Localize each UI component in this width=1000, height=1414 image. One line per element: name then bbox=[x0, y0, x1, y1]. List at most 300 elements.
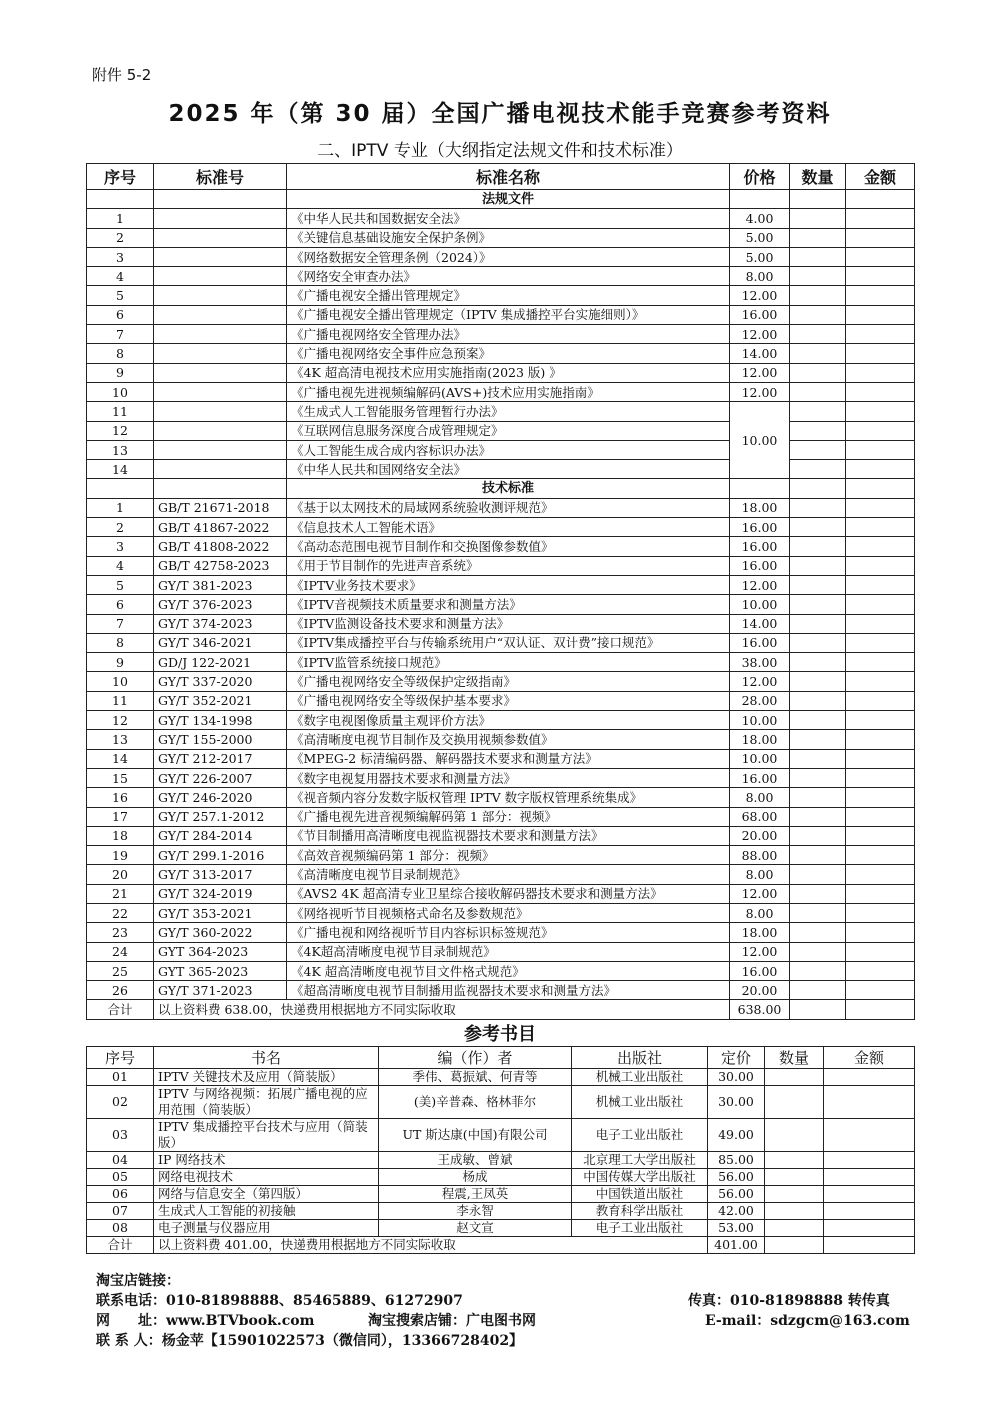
cell-quantity bbox=[790, 556, 846, 575]
cell-no: 10 bbox=[87, 382, 154, 401]
cell-code bbox=[154, 190, 287, 209]
cell-no: 5 bbox=[87, 286, 154, 305]
cell-price: 18.00 bbox=[730, 923, 790, 942]
cell-quantity bbox=[790, 730, 846, 749]
table-row bbox=[87, 942, 915, 961]
cell-amount bbox=[846, 537, 915, 556]
books-header-name: 书名 bbox=[154, 1047, 379, 1069]
cell-no: 12 bbox=[87, 421, 154, 440]
book-author: 程震,王凤英 bbox=[379, 1186, 572, 1203]
cell-amount bbox=[846, 305, 915, 324]
cell-price: 14.00 bbox=[730, 344, 790, 363]
header-amount: 金额 bbox=[846, 164, 915, 190]
cell-no: 9 bbox=[87, 363, 154, 382]
cell-code: GB/T 21671-2018 bbox=[154, 498, 287, 517]
book-amount bbox=[824, 1203, 915, 1220]
cell-amount bbox=[846, 479, 915, 498]
cell-name: 《广播电视先进音视频编解码第 1 部分：视频》 bbox=[287, 807, 730, 826]
cell-name: 《IPTV业务技术要求》 bbox=[287, 575, 730, 594]
cell-no: 11 bbox=[87, 691, 154, 710]
standards-table bbox=[86, 163, 915, 1020]
book-price: 49.00 bbox=[708, 1119, 765, 1152]
book-amount bbox=[824, 1186, 915, 1203]
cell-amount bbox=[846, 440, 915, 459]
cell-quantity bbox=[790, 768, 846, 787]
cell-no: 17 bbox=[87, 807, 154, 826]
book-quantity bbox=[765, 1069, 824, 1086]
cell-no: 13 bbox=[87, 440, 154, 459]
book-quantity bbox=[765, 1086, 824, 1119]
cell-code bbox=[154, 286, 287, 305]
books-total-row bbox=[87, 1237, 915, 1254]
cell-no bbox=[87, 479, 154, 498]
table-row bbox=[87, 363, 915, 382]
email-address[interactable]: E-mail：sdzgcm@163.com bbox=[705, 1313, 910, 1329]
cell-quantity bbox=[790, 981, 846, 1000]
cell-no: 13 bbox=[87, 730, 154, 749]
books-header-author: 编（作）者 bbox=[379, 1047, 572, 1069]
cell-price: 10.00 bbox=[730, 711, 790, 730]
table-row bbox=[87, 749, 915, 768]
cell-amount bbox=[846, 595, 915, 614]
table-row bbox=[87, 595, 915, 614]
cell-quantity bbox=[790, 633, 846, 652]
cell-quantity bbox=[790, 614, 846, 633]
book-amount bbox=[824, 1069, 915, 1086]
cell-price: 16.00 bbox=[730, 518, 790, 537]
cell-name: 《广播电视网络安全等级保护定级指南》 bbox=[287, 672, 730, 691]
cell-code: GY/T 352-2021 bbox=[154, 691, 287, 710]
cell-amount bbox=[846, 344, 915, 363]
cell-quantity bbox=[790, 209, 846, 228]
cell-no: 18 bbox=[87, 826, 154, 845]
book-row bbox=[87, 1086, 915, 1119]
cell-amount bbox=[846, 286, 915, 305]
table-header-row bbox=[87, 164, 915, 190]
cell-code: GY/T 324-2019 bbox=[154, 884, 287, 903]
cell-no bbox=[87, 190, 154, 209]
table-row bbox=[87, 421, 915, 440]
cell-quantity bbox=[790, 305, 846, 324]
section-row-standards bbox=[87, 479, 915, 498]
book-author: 季伟、葛振斌、何青等 bbox=[379, 1069, 572, 1086]
book-author: 李永智 bbox=[379, 1203, 572, 1220]
book-author: 杨成 bbox=[379, 1169, 572, 1186]
cell-price: 18.00 bbox=[730, 498, 790, 517]
section-title-standards: 技术标准 bbox=[287, 479, 730, 498]
cell-amount bbox=[846, 421, 915, 440]
book-publisher: 北京理工大学出版社 bbox=[572, 1152, 708, 1169]
table-row bbox=[87, 460, 915, 479]
table-row bbox=[87, 826, 915, 845]
cell-amount bbox=[846, 363, 915, 382]
cell-code bbox=[154, 402, 287, 421]
cell-code: GD/J 122-2021 bbox=[154, 653, 287, 672]
cell-name: 《广播电视安全播出管理规定（IPTV 集成播控平台实施细则）》 bbox=[287, 305, 730, 324]
cell-quantity bbox=[790, 595, 846, 614]
section-title-laws: 法规文件 bbox=[287, 190, 730, 209]
table-row bbox=[87, 846, 915, 865]
cell-price: 16.00 bbox=[730, 633, 790, 652]
table-row bbox=[87, 903, 915, 922]
cell-no: 11 bbox=[87, 402, 154, 421]
cell-name: 《高清晰度电视节目制作及交换用视频参数值》 bbox=[287, 730, 730, 749]
cell-quantity bbox=[790, 846, 846, 865]
book-row bbox=[87, 1169, 915, 1186]
cell-no: 2 bbox=[87, 228, 154, 247]
section-row-laws bbox=[87, 190, 915, 209]
cell-code bbox=[154, 479, 287, 498]
cell-code: GY/T 257.1-2012 bbox=[154, 807, 287, 826]
cell-quantity bbox=[790, 286, 846, 305]
header-name: 标准名称 bbox=[287, 164, 730, 190]
book-no: 02 bbox=[87, 1086, 154, 1119]
books-header-row bbox=[87, 1047, 915, 1069]
cell-amount bbox=[846, 903, 915, 922]
cell-name: 《IPTV集成播控平台与传输系统用户“双认证、双计费”接口规范》 bbox=[287, 633, 730, 652]
cell-price: 12.00 bbox=[730, 942, 790, 961]
cell-code: GY/T 371-2023 bbox=[154, 981, 287, 1000]
cell-amount bbox=[846, 325, 915, 344]
table-row bbox=[87, 672, 915, 691]
cell-name: 《中华人民共和国数据安全法》 bbox=[287, 209, 730, 228]
cell-quantity bbox=[790, 247, 846, 266]
cell-price: 28.00 bbox=[730, 691, 790, 710]
cell-price: 4.00 bbox=[730, 209, 790, 228]
table-row bbox=[87, 575, 915, 594]
book-row bbox=[87, 1203, 915, 1220]
cell-code: GB/T 41867-2022 bbox=[154, 518, 287, 537]
cell-price: 10.00 bbox=[730, 595, 790, 614]
cell-amount bbox=[846, 846, 915, 865]
book-amount bbox=[824, 1152, 915, 1169]
cell-quantity bbox=[790, 325, 846, 344]
cell-name: 《数字电视图像质量主观评价方法》 bbox=[287, 711, 730, 730]
cell-price: 12.00 bbox=[730, 575, 790, 594]
book-name: 生成式人工智能的初接触 bbox=[154, 1203, 379, 1220]
cell-name: 《基于以太网技术的局域网系统验收测评规范》 bbox=[287, 498, 730, 517]
book-quantity bbox=[765, 1119, 824, 1152]
books-total-label: 合计 bbox=[87, 1237, 154, 1254]
book-author: 赵文宣 bbox=[379, 1220, 572, 1237]
table-row bbox=[87, 267, 915, 286]
cell-no: 1 bbox=[87, 498, 154, 517]
cell-code: GY/T 346-2021 bbox=[154, 633, 287, 652]
book-price: 30.00 bbox=[708, 1086, 765, 1119]
total-label: 合计 bbox=[87, 1000, 154, 1019]
cell-amount bbox=[846, 382, 915, 401]
table-row bbox=[87, 537, 915, 556]
cell-quantity bbox=[790, 267, 846, 286]
cell-quantity bbox=[790, 382, 846, 401]
cell-price: 88.00 bbox=[730, 846, 790, 865]
page-subtitle: 二、IPTV 专业（大纲指定法规文件和技术标准） bbox=[317, 141, 683, 161]
cell-quantity bbox=[790, 749, 846, 768]
cell-quantity bbox=[790, 903, 846, 922]
book-publisher: 中国传媒大学出版社 bbox=[572, 1169, 708, 1186]
books-header-price: 定价 bbox=[708, 1047, 765, 1069]
cell-code bbox=[154, 440, 287, 459]
page-title: 2025 年（第 30 届）全国广播电视技术能手竞赛参考资料 bbox=[168, 101, 832, 127]
header-no: 序号 bbox=[87, 164, 154, 190]
cell-price: 16.00 bbox=[730, 537, 790, 556]
table-row bbox=[87, 209, 915, 228]
cell-price: 8.00 bbox=[730, 903, 790, 922]
cell-code: GYT 365-2023 bbox=[154, 961, 287, 980]
cell-price: 16.00 bbox=[730, 305, 790, 324]
total-value: 638.00 bbox=[730, 1000, 790, 1019]
book-amount bbox=[824, 1169, 915, 1186]
cell-code: GY/T 155-2000 bbox=[154, 730, 287, 749]
cell-code bbox=[154, 247, 287, 266]
cell-quantity bbox=[790, 1000, 846, 1019]
cell-amount bbox=[846, 1000, 915, 1019]
cell-quantity bbox=[790, 440, 846, 459]
book-price: 56.00 bbox=[708, 1169, 765, 1186]
cell-name: 《广播电视网络安全事件应急预案》 bbox=[287, 344, 730, 363]
cell-no: 7 bbox=[87, 325, 154, 344]
cell-name: 《广播电视安全播出管理规定》 bbox=[287, 286, 730, 305]
total-note: 以上资料费 638.00，快递费用根据地方不同实际收取 bbox=[154, 1000, 730, 1019]
cell-price: 12.00 bbox=[730, 382, 790, 401]
table-row bbox=[87, 807, 915, 826]
cell-price: 8.00 bbox=[730, 865, 790, 884]
book-name: IPTV 与网络视频：拓展广播电视的应用范围（简装版） bbox=[154, 1086, 379, 1119]
cell-code bbox=[154, 363, 287, 382]
cell-code: GB/T 41808-2022 bbox=[154, 537, 287, 556]
book-amount bbox=[824, 1237, 915, 1254]
cell-price: 8.00 bbox=[730, 788, 790, 807]
book-author: 王成敏、曾斌 bbox=[379, 1152, 572, 1169]
book-row bbox=[87, 1069, 915, 1086]
cell-no: 5 bbox=[87, 575, 154, 594]
cell-code: GYT 364-2023 bbox=[154, 942, 287, 961]
cell-code bbox=[154, 382, 287, 401]
cell-price: 5.00 bbox=[730, 247, 790, 266]
cell-code: GY/T 353-2021 bbox=[154, 903, 287, 922]
book-no: 01 bbox=[87, 1069, 154, 1086]
cell-quantity bbox=[790, 884, 846, 903]
book-no: 07 bbox=[87, 1203, 154, 1220]
cell-amount bbox=[846, 460, 915, 479]
table-row bbox=[87, 865, 915, 884]
cell-amount bbox=[846, 518, 915, 537]
cell-quantity bbox=[790, 923, 846, 942]
cell-name: 《IPTV监管系统接口规范》 bbox=[287, 653, 730, 672]
cell-code: GY/T 284-2014 bbox=[154, 826, 287, 845]
cell-no: 1 bbox=[87, 209, 154, 228]
cell-quantity bbox=[790, 479, 846, 498]
cell-no: 4 bbox=[87, 556, 154, 575]
book-author: UT 斯达康(中国)有限公司 bbox=[379, 1119, 572, 1152]
book-row bbox=[87, 1152, 915, 1169]
table-row bbox=[87, 344, 915, 363]
cell-amount bbox=[846, 826, 915, 845]
cell-code bbox=[154, 209, 287, 228]
cell-no: 6 bbox=[87, 595, 154, 614]
cell-name: 《互联网信息服务深度合成管理规定》 bbox=[287, 421, 730, 440]
cell-amount bbox=[846, 788, 915, 807]
cell-price: 16.00 bbox=[730, 961, 790, 980]
cell-price bbox=[730, 479, 790, 498]
table-row bbox=[87, 653, 915, 672]
cell-code bbox=[154, 460, 287, 479]
header-price: 价格 bbox=[730, 164, 790, 190]
table-row bbox=[87, 788, 915, 807]
cell-name: 《数字电视复用器技术要求和测量方法》 bbox=[287, 768, 730, 787]
book-quantity bbox=[765, 1169, 824, 1186]
cell-amount bbox=[846, 190, 915, 209]
cell-no: 4 bbox=[87, 267, 154, 286]
cell-name: 《4K 超高清电视技术应用实施指南(2023 版) 》 bbox=[287, 363, 730, 382]
cell-quantity bbox=[790, 807, 846, 826]
cell-quantity bbox=[790, 518, 846, 537]
cell-code: GY/T 360-2022 bbox=[154, 923, 287, 942]
cell-quantity bbox=[790, 575, 846, 594]
table-row bbox=[87, 498, 915, 517]
book-no: 05 bbox=[87, 1169, 154, 1186]
cell-name: 《4K 超高清晰度电视节目文件格式规范》 bbox=[287, 961, 730, 980]
cell-quantity bbox=[790, 228, 846, 247]
book-price: 30.00 bbox=[708, 1069, 765, 1086]
books-table bbox=[86, 1046, 915, 1254]
cell-quantity bbox=[790, 653, 846, 672]
book-row bbox=[87, 1119, 915, 1152]
book-author: (美)辛普森、格林菲尔 bbox=[379, 1086, 572, 1119]
cell-price: 68.00 bbox=[730, 807, 790, 826]
books-header-publisher: 出版社 bbox=[572, 1047, 708, 1069]
cell-price: 20.00 bbox=[730, 826, 790, 845]
cell-name: 《AVS2 4K 超高清专业卫星综合接收解码器技术要求和测量方法》 bbox=[287, 884, 730, 903]
cell-no: 20 bbox=[87, 865, 154, 884]
cell-code bbox=[154, 421, 287, 440]
cell-amount bbox=[846, 730, 915, 749]
cell-name: 《4K超高清晰度电视节目录制规范》 bbox=[287, 942, 730, 961]
cell-no: 8 bbox=[87, 344, 154, 363]
cell-name: 《中华人民共和国网络安全法》 bbox=[287, 460, 730, 479]
cell-name: 《高效音视频编码第 1 部分：视频》 bbox=[287, 846, 730, 865]
book-publisher: 机械工业出版社 bbox=[572, 1086, 708, 1119]
cell-code bbox=[154, 305, 287, 324]
cell-quantity bbox=[790, 691, 846, 710]
book-row bbox=[87, 1220, 915, 1237]
book-name: IPTV 集成播控平台技术与应用（简装版） bbox=[154, 1119, 379, 1152]
cell-no: 6 bbox=[87, 305, 154, 324]
cell-no: 8 bbox=[87, 633, 154, 652]
book-publisher: 教育科学出版社 bbox=[572, 1203, 708, 1220]
taobao-search: 淘宝搜索店铺：广电图书网 bbox=[368, 1313, 536, 1329]
cell-amount bbox=[846, 749, 915, 768]
cell-price: 16.00 bbox=[730, 556, 790, 575]
cell-quantity bbox=[790, 865, 846, 884]
cell-quantity bbox=[790, 788, 846, 807]
cell-amount bbox=[846, 923, 915, 942]
cell-amount bbox=[846, 556, 915, 575]
cell-price: 12.00 bbox=[730, 672, 790, 691]
book-no: 06 bbox=[87, 1186, 154, 1203]
cell-name: 《信息技术人工智能术语》 bbox=[287, 518, 730, 537]
book-price: 56.00 bbox=[708, 1186, 765, 1203]
cell-amount bbox=[846, 711, 915, 730]
book-name: 电子测量与仪器应用 bbox=[154, 1220, 379, 1237]
table-row bbox=[87, 961, 915, 980]
attachment-label: 附件 5-2 bbox=[92, 66, 152, 84]
book-no: 04 bbox=[87, 1152, 154, 1169]
book-amount bbox=[824, 1220, 915, 1237]
cell-name: 《网络数据安全管理条例（2024）》 bbox=[287, 247, 730, 266]
cell-no: 24 bbox=[87, 942, 154, 961]
cell-no: 14 bbox=[87, 749, 154, 768]
table-row bbox=[87, 691, 915, 710]
cell-price: 12.00 bbox=[730, 286, 790, 305]
table-row bbox=[87, 228, 915, 247]
cell-quantity bbox=[790, 498, 846, 517]
cell-code: GY/T 212-2017 bbox=[154, 749, 287, 768]
table-row bbox=[87, 614, 915, 633]
cell-amount bbox=[846, 653, 915, 672]
cell-code: GY/T 226-2007 bbox=[154, 768, 287, 787]
website-label: 网 址： bbox=[96, 1313, 166, 1329]
book-publisher: 中国铁道出版社 bbox=[572, 1186, 708, 1203]
cell-price: 12.00 bbox=[730, 884, 790, 903]
cell-amount bbox=[846, 961, 915, 980]
cell-amount bbox=[846, 614, 915, 633]
books-total-value: 401.00 bbox=[708, 1237, 765, 1254]
total-row bbox=[87, 1000, 915, 1019]
cell-no: 26 bbox=[87, 981, 154, 1000]
book-name: IPTV 关键技术及应用（简装版） bbox=[154, 1069, 379, 1086]
cell-code: GY/T 381-2023 bbox=[154, 575, 287, 594]
cell-price: 10.00 bbox=[730, 749, 790, 768]
table-row bbox=[87, 711, 915, 730]
cell-amount bbox=[846, 865, 915, 884]
table-row bbox=[87, 981, 915, 1000]
cell-code bbox=[154, 325, 287, 344]
table-row bbox=[87, 402, 915, 421]
header-code: 标准号 bbox=[154, 164, 287, 190]
cell-code: GB/T 42758-2023 bbox=[154, 556, 287, 575]
cell-amount bbox=[846, 884, 915, 903]
table-row bbox=[87, 633, 915, 652]
website-link[interactable]: www.BTVbook.com bbox=[166, 1313, 315, 1329]
cell-name: 《超高清晰度电视节目制播用监视器技术要求和测量方法》 bbox=[287, 981, 730, 1000]
cell-name: 《用于节目制作的先进声音系统》 bbox=[287, 556, 730, 575]
cell-amount bbox=[846, 942, 915, 961]
cell-price: 8.00 bbox=[730, 267, 790, 286]
cell-price: 38.00 bbox=[730, 653, 790, 672]
cell-quantity bbox=[790, 460, 846, 479]
book-quantity bbox=[765, 1186, 824, 1203]
cell-code: GY/T 134-1998 bbox=[154, 711, 287, 730]
book-quantity bbox=[765, 1220, 824, 1237]
book-quantity bbox=[765, 1152, 824, 1169]
header-quantity: 数量 bbox=[790, 164, 846, 190]
cell-no: 12 bbox=[87, 711, 154, 730]
cell-amount bbox=[846, 981, 915, 1000]
book-price: 85.00 bbox=[708, 1152, 765, 1169]
cell-amount bbox=[846, 402, 915, 421]
cell-name: 《高清晰度电视节目录制规范》 bbox=[287, 865, 730, 884]
cell-price: 14.00 bbox=[730, 614, 790, 633]
cell-amount bbox=[846, 498, 915, 517]
cell-no: 9 bbox=[87, 653, 154, 672]
book-name: 网络电视技术 bbox=[154, 1169, 379, 1186]
cell-no: 23 bbox=[87, 923, 154, 942]
cell-no: 3 bbox=[87, 537, 154, 556]
cell-no: 2 bbox=[87, 518, 154, 537]
cell-code bbox=[154, 344, 287, 363]
book-price: 42.00 bbox=[708, 1203, 765, 1220]
